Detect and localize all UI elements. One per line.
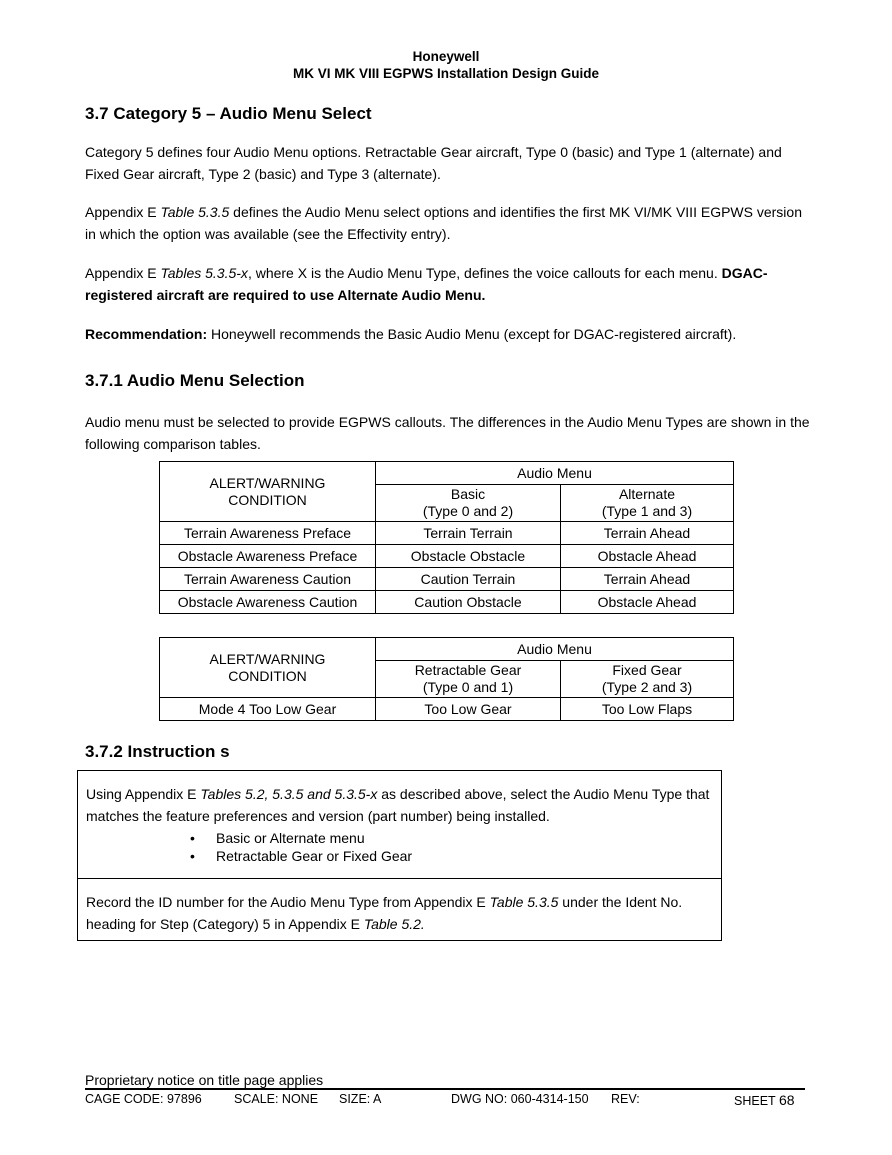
cage-code: CAGE CODE: 97896 [85,1092,202,1106]
header-company: Honeywell [412,49,480,64]
table-row [160,545,734,568]
fixed-gear-header: Fixed Gear (Type 2 and 3) [561,661,734,698]
instructions-bullet-list [86,829,713,865]
table-cell: Mode 4 Too Low Gear [160,698,376,721]
proprietary-notice: Proprietary notice on title page applies [85,1072,324,1088]
table-cell: Too Low Flaps [561,698,734,721]
section-3-7-paragraph-3: Appendix E Tables 5.3.5-x, where X is the Audio Menu Type, defines the voice callouts for each menu. DGAC-registered aircraft are required to use Alternate Audio Menu. [85,265,768,303]
dgac-requirement: DGAC-registered aircraft are required to use Alternate Audio Menu. [85,265,768,303]
instructions-step-1 [78,771,721,878]
footer-divider [85,1088,805,1090]
audio-menu-table-gear [159,637,734,721]
dwg-number: DWG NO: 060-4314-150 [451,1092,589,1106]
table-row [160,591,734,614]
table-row [160,522,734,545]
table-ref: Tables 5.3.5-x [160,265,248,281]
section-3-7-paragraph-2: Appendix E Table 5.3.5 defines the Audio Menu select options and identifies the first MK VI/MK VIII EGPWS version in which the option was available (see the Effectivity entry). [85,204,802,242]
table-cell: Obstacle Ahead [561,591,734,614]
table-cell: Caution Obstacle [376,591,561,614]
audio-menu-header: Audio Menu [376,638,734,661]
header-doc-title: MK VI MK VIII EGPWS Installation Design Guide [292,66,600,81]
table-cell: Terrain Ahead [561,568,734,591]
basic-header: Basic (Type 0 and 2) [376,485,561,522]
recommendation: Recommendation: Honeywell recommends the Basic Audio Menu (except for DGAC-registered aircraft). [85,326,737,342]
table-cell: Terrain Awareness Preface [160,522,376,545]
table-cell: Obstacle Obstacle [376,545,561,568]
list-item: • Basic or Alternate menu [190,830,365,846]
table-row [160,568,734,591]
section-3-7-1-paragraph: Audio menu must be selected to provide EGPWS callouts. The differences in the Audio Menu Types are shown in the following comparison tables. [85,414,810,452]
table-cell: Obstacle Awareness Caution [160,591,376,614]
section-3-7-2-title: 3.7.2 Instruction s [85,742,230,761]
audio-menu-header: Audio Menu [376,462,734,485]
list-item: • Retractable Gear or Fixed Gear [190,848,413,864]
table-ref: Table 5.3.5 [160,204,230,220]
table-row [160,698,734,721]
section-3-7-title: 3.7 Category 5 – Audio Menu Select [85,104,372,123]
condition-header: ALERT/WARNING CONDITION [160,462,376,522]
section-3-7-1-title: 3.7.1 Audio Menu Selection [85,371,305,390]
instructions-text-1: Using Appendix E Tables 5.2, 5.3.5 and 5.3.5-x as described above, select the Audio Menu Type that matches the feature preferences and version (part number) being installed. [86,786,710,824]
instructions-box [77,770,722,941]
condition-header: ALERT/WARNING CONDITION [160,638,376,698]
alternate-header: Alternate (Type 1 and 3) [561,485,734,522]
instructions-step-2: Record the ID number for the Audio Menu Type from Appendix E Table 5.3.5 under the Ident No. heading for Step (Category) 5 in Appendix E Table 5.2. [86,894,683,932]
section-3-7-paragraph-1: Category 5 defines four Audio Menu options. Retractable Gear aircraft, Type 0 (basic) and Type 1 (alternate) and Fixed Gear aircraft, Type 2 (basic) and Type 3 (alternate). [85,144,782,182]
table-cell: Terrain Awareness Caution [160,568,376,591]
table-cell: Terrain Terrain [376,522,561,545]
retractable-gear-header: Retractable Gear (Type 0 and 1) [376,661,561,698]
table-cell: Terrain Ahead [561,522,734,545]
table-cell: Obstacle Ahead [561,545,734,568]
audio-menu-table-basic-alternate [159,461,734,614]
size: SIZE: A [339,1092,382,1106]
revision: REV: [611,1092,640,1106]
table-cell: Obstacle Awareness Preface [160,545,376,568]
scale: SCALE: NONE [234,1092,319,1106]
sheet: SHEET 68 [734,1092,795,1108]
table-cell: Too Low Gear [376,698,561,721]
table-cell: Caution Terrain [376,568,561,591]
